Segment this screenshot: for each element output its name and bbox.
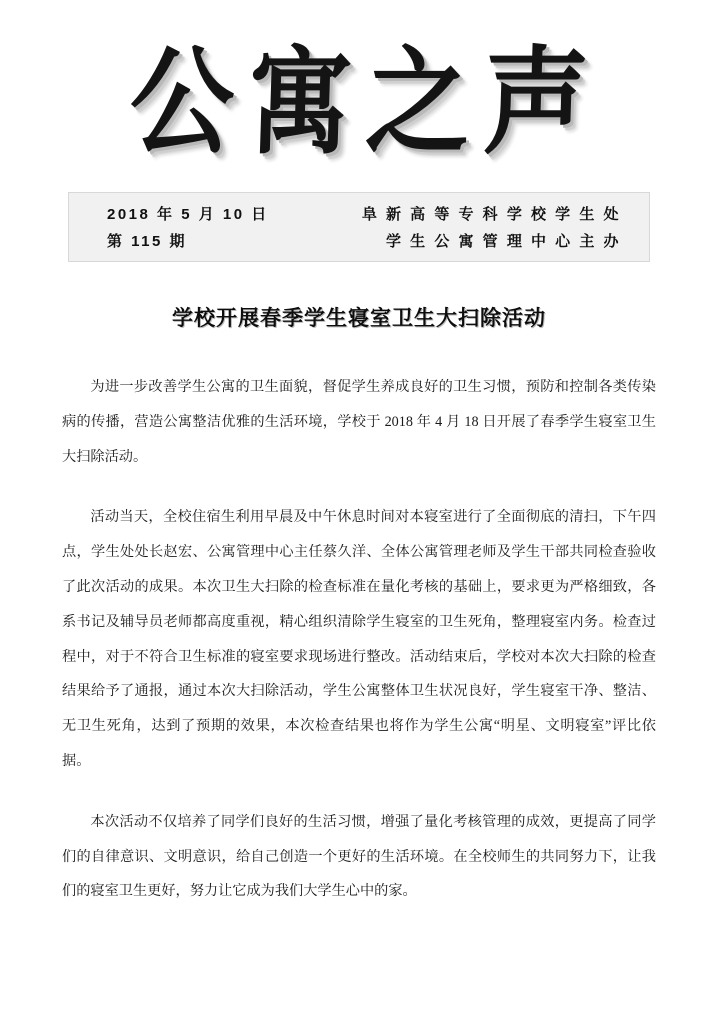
masthead-title: 公寓之声 <box>127 32 605 171</box>
issue-number: 第 115 期 <box>107 233 188 250</box>
article-paragraph: 本次活动不仅培养了同学们良好的生活习惯，增强了量化考核管理的成效，更提高了同学们的自律意识、文明意识，给自己创造一个更好的生活环境。在全校师生的共同努力下，让我们的寝室卫生更好，努力让它成为我们大学生心中的家。 <box>62 813 656 900</box>
article <box>46 302 672 909</box>
info-band-left <box>97 203 269 251</box>
article-title: 学校开展春季学生寝室卫生大扫除活动 <box>172 306 546 330</box>
article-paragraph: 为进一步改善学生公寓的卫生面貌，督促学生养成良好的卫生习惯，预防和控制各类传染病的传播，营造公寓整洁优雅的生活环境，学校于 2018 年 4 月 18 日开展了春季学生寝室卫生大扫除活动。 <box>62 379 656 465</box>
newsletter-page <box>0 22 718 1032</box>
info-band <box>68 192 650 262</box>
publisher-line-1: 阜 新 高 等 专 科 学 校 学 生 处 <box>361 206 621 223</box>
article-paragraph: 活动当天，全校住宿生利用早晨及中午休息时间对本寝室进行了全面彻底的清扫，下午四点，学生处处长赵宏、公寓管理中心主任蔡久洋、全体公寓管理老师及学生干部共同检查验收了此次活动的成果。本次卫生大扫除的检查标准在量化考核的基础上，要求更为严格细致，各系书记及辅导员老师都高度重视，精心组织清除学生寝室的卫生死角，整理寝室内务。检查过程中，对于不符合卫生标准的寝室要求现场进行整改。活动结束后，学校对本次大扫除的检查结果给予了通报，通过本次大扫除活动，学生公寓整体卫生状况良好，学生寝室干净、整洁、无卫生死角，达到了预期的效果，本次检查结果也将作为学生公寓“明星、文明寝室”评比依据。 <box>62 509 656 769</box>
publication-date: 2018 年 5 月 10 日 <box>107 206 269 223</box>
publisher-line-2: 学 生 公 寓 管 理 中 心 主 办 <box>385 233 621 250</box>
info-band-right <box>362 203 621 251</box>
masthead <box>46 22 672 182</box>
